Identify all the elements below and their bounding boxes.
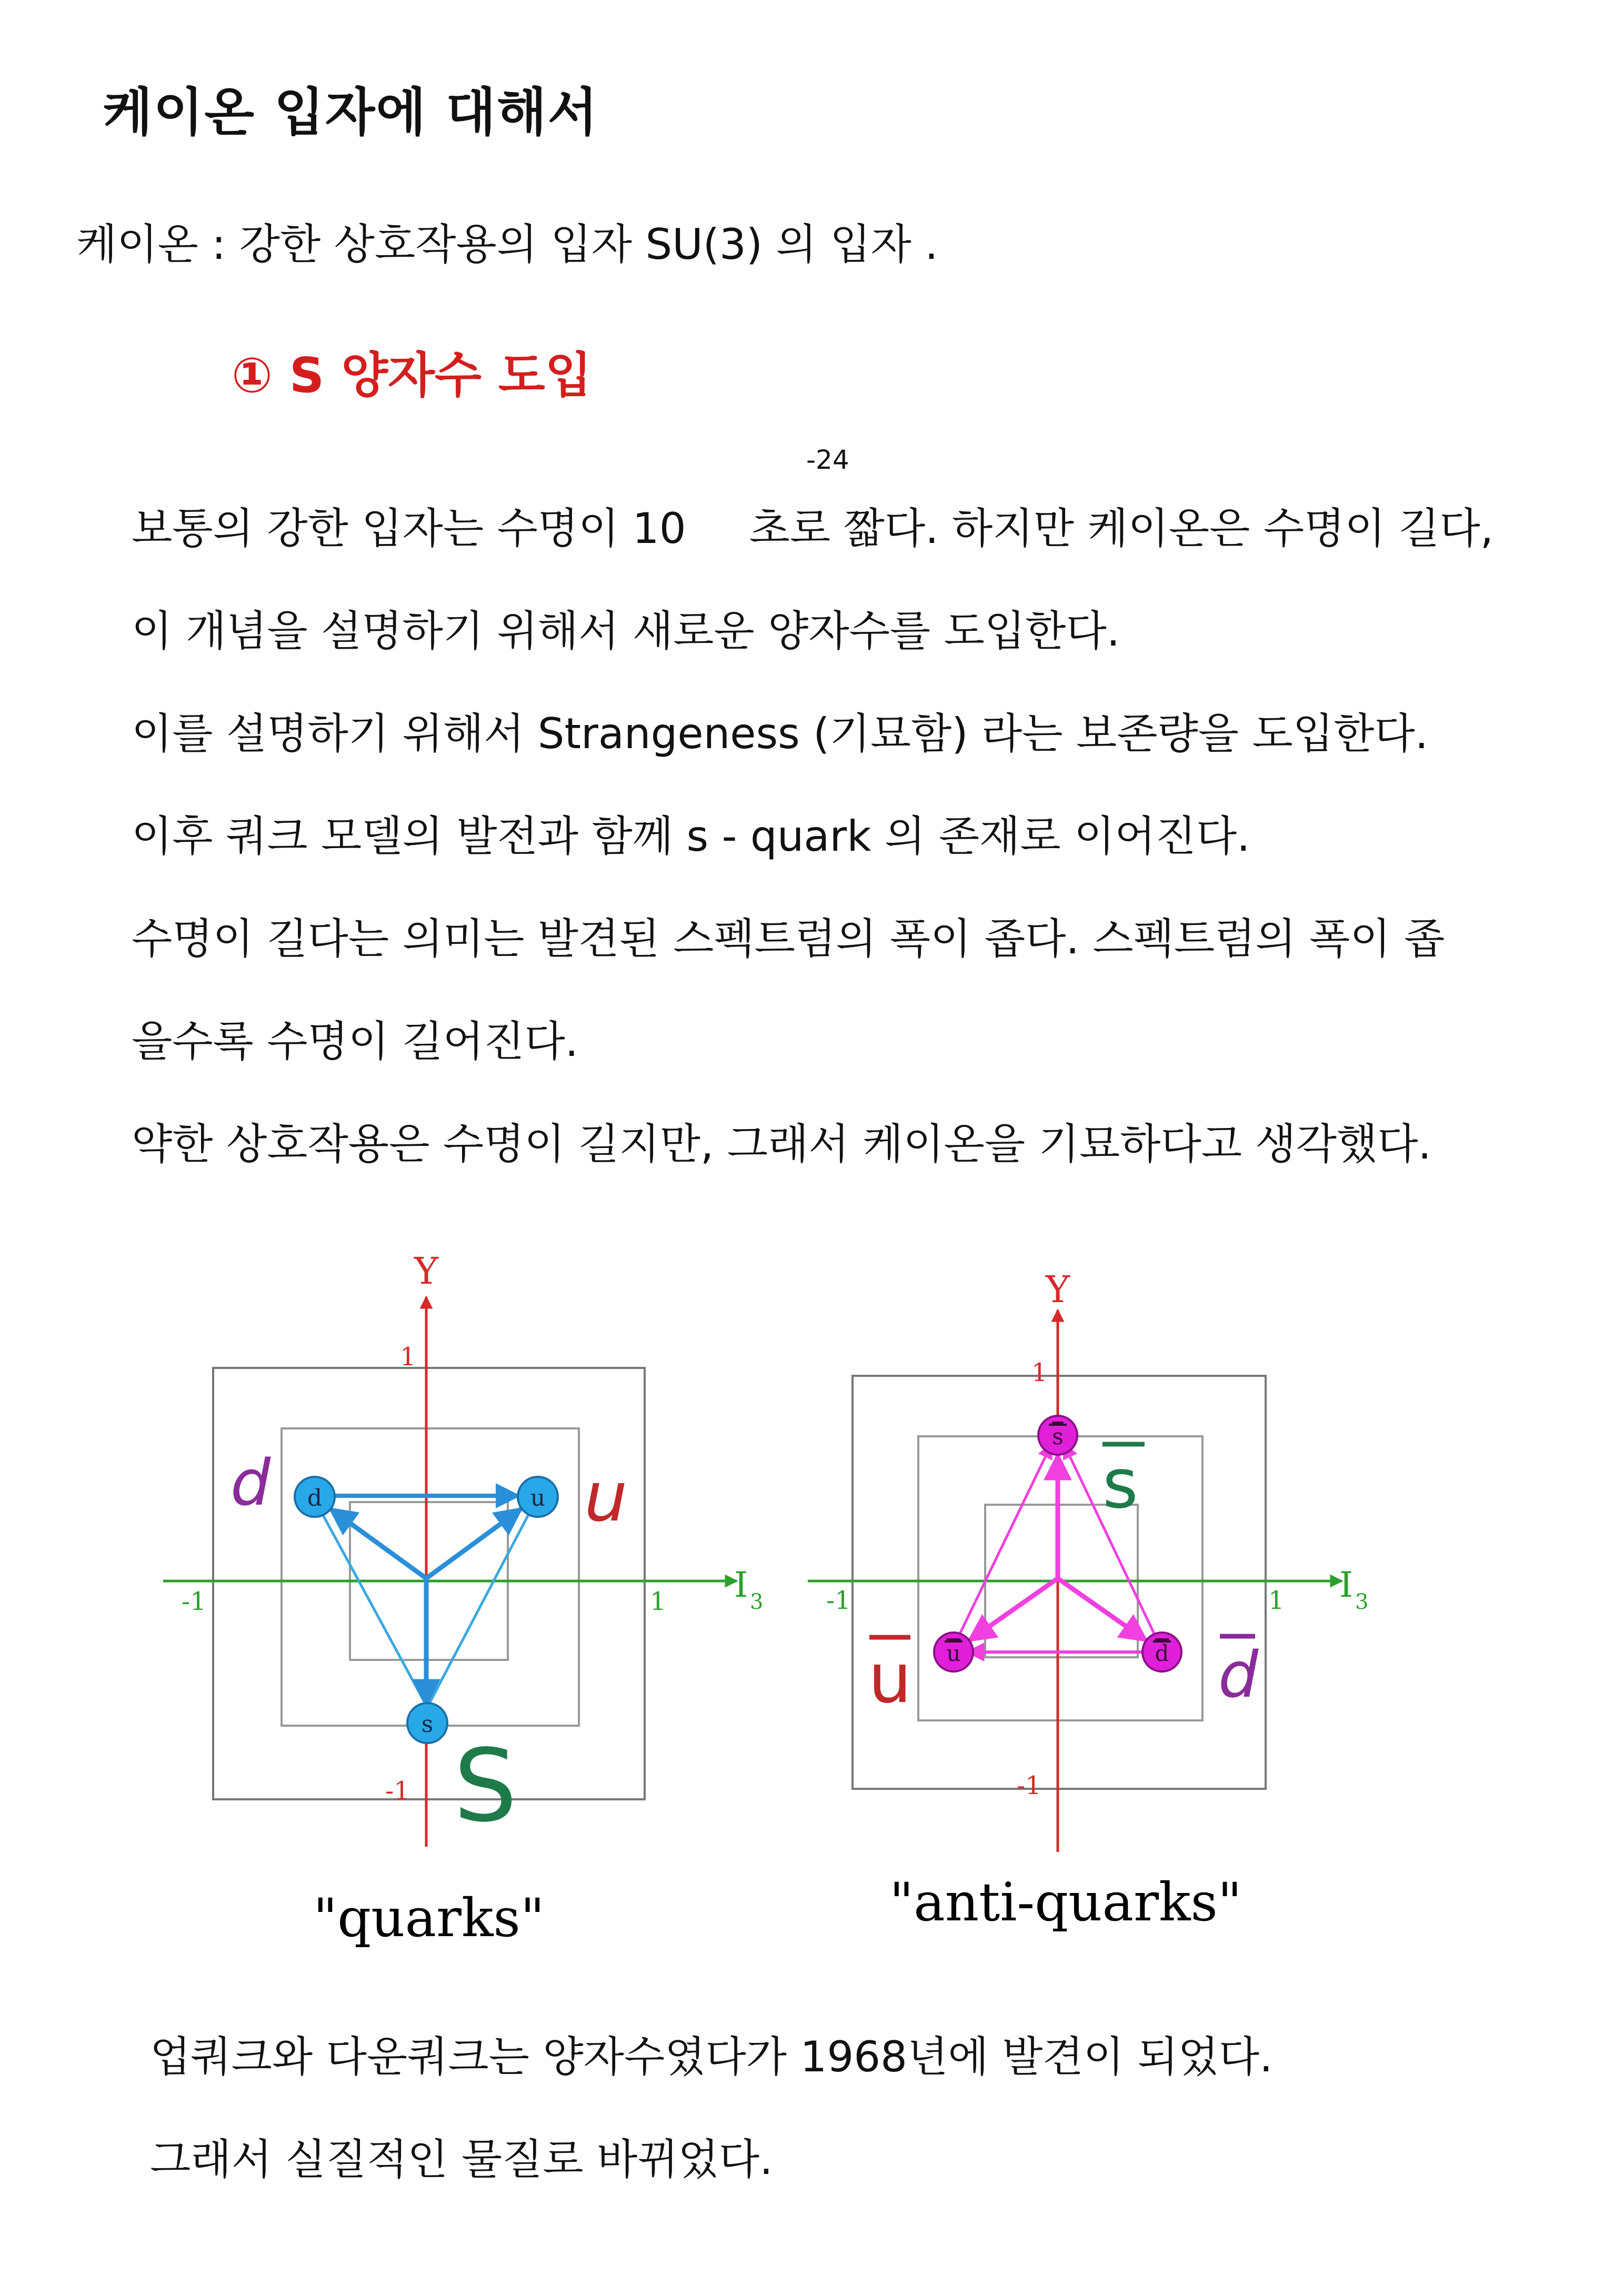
i3-axis-subscript: 3 <box>750 1590 764 1614</box>
antiquarks-caption: "anti-quarks" <box>889 1871 1242 1933</box>
i3-axis-label: I <box>734 1565 748 1605</box>
x-tick-pos-anti: 1 <box>1268 1586 1285 1615</box>
page-title: 케이온 입자에 대해서 <box>103 83 599 143</box>
antiquark-label-s: s <box>1052 1424 1064 1449</box>
bottom-line-2: 그래서 실질적인 물질로 바뀌었다. <box>150 2135 773 2184</box>
section-heading: ① S 양자수 도입 <box>232 347 592 404</box>
paragraph-line-2: 이 개념을 설명하기 위해서 새로운 양자수를 도입한다. <box>132 607 1120 656</box>
handwritten-d: d <box>230 1447 271 1520</box>
y-axis-label: Y <box>414 1250 439 1293</box>
y-tick-pos-anti: 1 <box>1031 1358 1048 1387</box>
handwritten-s: S <box>454 1728 517 1844</box>
x-tick-neg: -1 <box>182 1587 206 1616</box>
y-axis-label-anti: Y <box>1045 1268 1070 1311</box>
paragraph-line-1-after: 초로 짧다. 하지만 케이온은 수명이 길다, <box>749 504 1494 553</box>
paragraph-line-5: 수명이 길다는 의미는 발견된 스펙트럼의 폭이 좁다. 스펙트럼의 폭이 좁 <box>132 914 1445 963</box>
y-tick-pos: 1 <box>400 1342 416 1372</box>
edge-d-s <box>313 1497 427 1707</box>
handwritten-s-anti: s <box>1102 1444 1138 1524</box>
quark-label-s: s <box>421 1711 434 1738</box>
exponent-label: -24 <box>806 445 849 475</box>
antiquarks-diagram <box>808 1268 1368 1933</box>
i3-axis-label-anti: I <box>1339 1565 1354 1605</box>
paragraph-line-6: 을수록 수명이 길어진다. <box>132 1017 579 1066</box>
x-tick-neg-anti: -1 <box>826 1586 851 1615</box>
y-tick-neg: -1 <box>385 1776 410 1806</box>
handwritten-u: u <box>584 1457 628 1537</box>
paragraph-line-7: 약한 상호작용은 수명이 길지만, 그래서 케이온을 기묘하다고 생각했다. <box>132 1120 1431 1169</box>
handwritten-u-bar <box>868 1637 911 1718</box>
quark-label-u: u <box>530 1485 546 1512</box>
spoke-d <box>330 1509 426 1578</box>
x-tick-pos: 1 <box>650 1587 666 1616</box>
antiquark-label-d: d <box>1155 1640 1169 1666</box>
quarks-caption: "quarks" <box>313 1887 545 1949</box>
handwritten-u-anti: u <box>868 1638 912 1718</box>
bottom-line-1: 업쿼크와 다운쿼크는 양자수였다가 1968년에 발견이 되었다. <box>150 2032 1273 2081</box>
handwritten-d-bar <box>1218 1636 1259 1712</box>
y-tick-neg-anti: -1 <box>1017 1771 1041 1800</box>
i3-axis-subscript-anti: 3 <box>1355 1590 1369 1614</box>
paragraph-line-4: 이후 쿼크 모델의 발전과 함께 s - quark 의 존재로 이어진다. <box>132 812 1250 861</box>
handwritten-d-anti: d <box>1218 1639 1259 1712</box>
paragraph-line-1-before: 보통의 강한 입자는 수명이 10 <box>132 504 686 553</box>
edge-u-s <box>427 1497 538 1707</box>
antiquark-label-u: u <box>946 1640 961 1666</box>
quarks-diagram <box>163 1250 763 1949</box>
quark-label-d: d <box>307 1485 323 1512</box>
intro-line: 케이온 : 강한 상호작용의 입자 SU(3) 의 입자 . <box>76 220 938 269</box>
paragraph-line-3: 이를 설명하기 위해서 Strangeness (기묘함) 라는 보존량을 도입한다. <box>132 709 1429 758</box>
